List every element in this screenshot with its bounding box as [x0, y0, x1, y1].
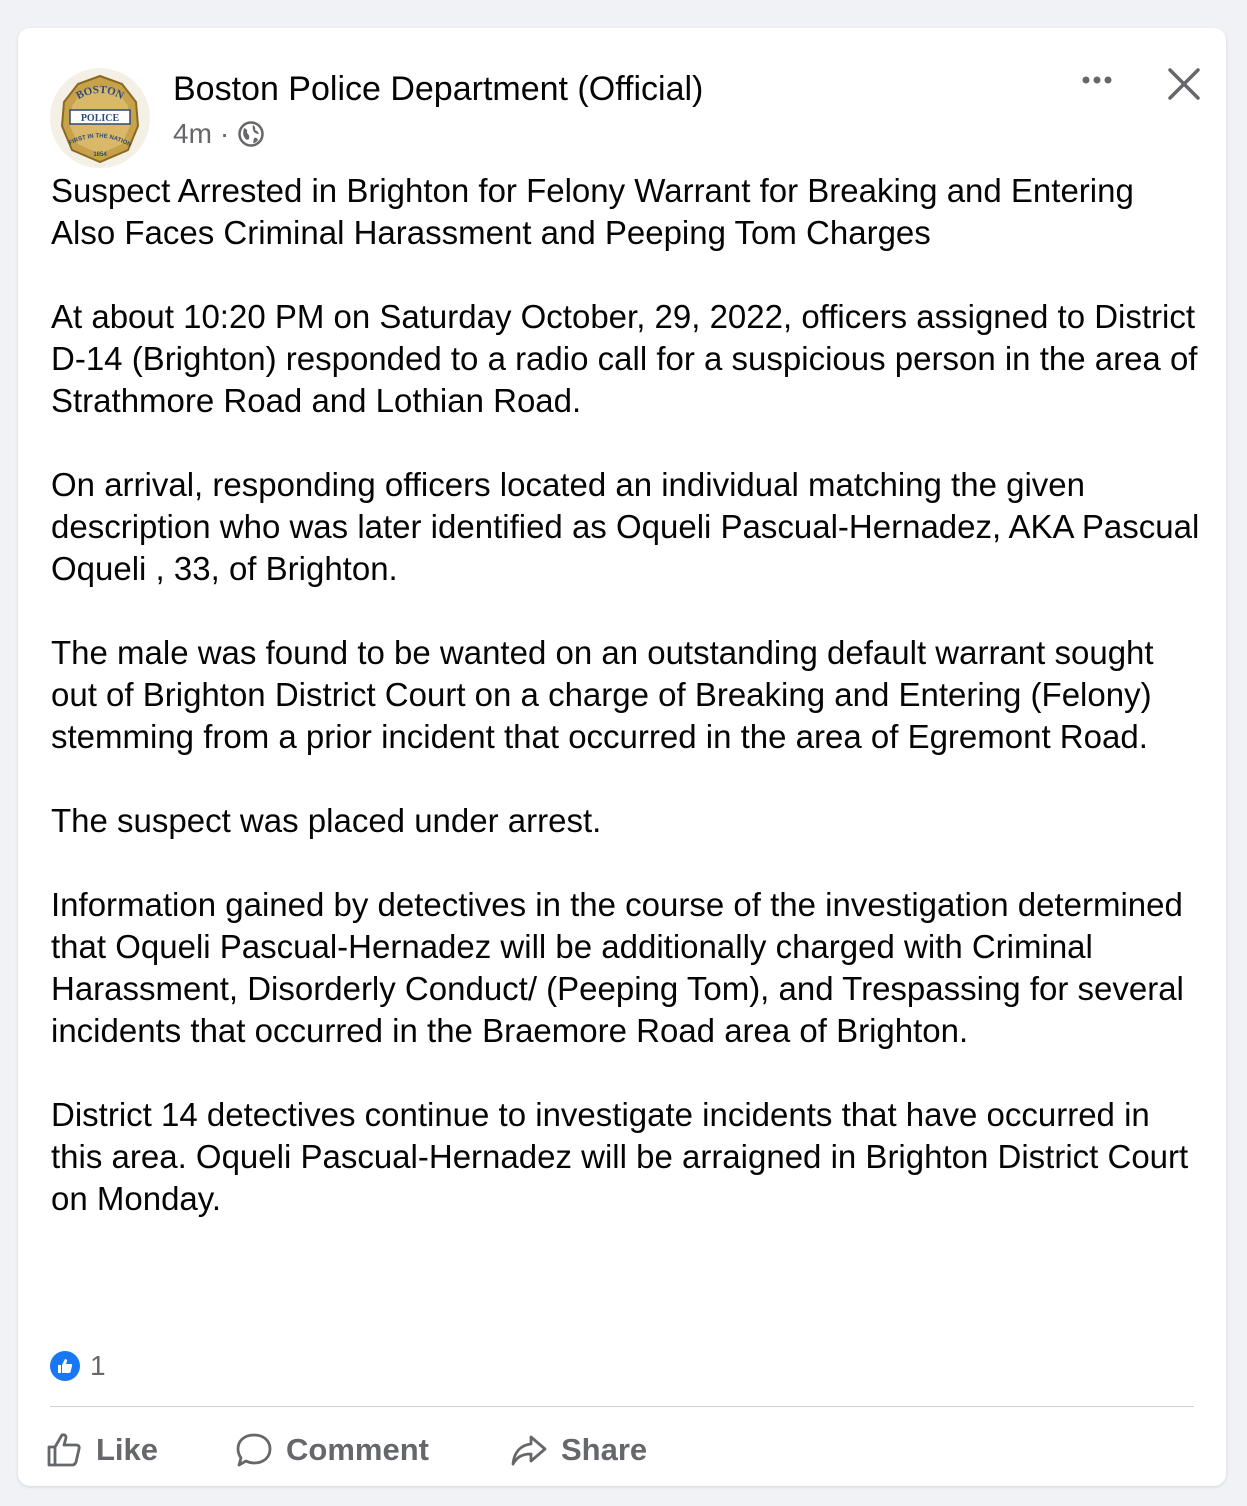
comment-button[interactable] [234, 1424, 429, 1476]
post-paragraph: The male was found to be wanted on an outstanding default warrant sought out of Brighton District Court on a charge of Breaking and Entering (Felony) stemming from a prior incident that occurred in the area of Egremont Road. [51, 634, 1154, 755]
like-button[interactable] [44, 1424, 158, 1476]
post-text [51, 170, 1201, 1262]
action-divider [50, 1406, 1194, 1407]
post-paragraph: At about 10:20 PM on Saturday October, 29, 2022, officers assigned to District D-14 (Brighton) responded to a radio call for a suspicious person in the area of Strathmore Road and Lothian Road. [51, 298, 1198, 419]
meta-separator: · [219, 118, 230, 149]
post-card [18, 28, 1226, 1486]
action-bar [44, 1424, 647, 1476]
reaction-summary[interactable] [50, 1350, 106, 1382]
comment-bubble-icon [234, 1430, 274, 1470]
comment-label: Comment [286, 1432, 429, 1467]
more-dots-icon [1072, 64, 1122, 104]
badge-motto-text: FIRST IN THE NATION [68, 133, 132, 149]
post-paragraph: On arrival, responding officers located an individual matching the given description who was later identified as Oqueli Pascual-Hernadez, AKA Pascual Oqueli , 33, of Brighton. [51, 466, 1200, 587]
more-options-button[interactable] [1072, 64, 1122, 104]
page-name[interactable]: Boston Police Department (Official) [173, 70, 704, 108]
post-paragraph: District 14 detectives continue to investigate incidents that have occurred in this area. Oqueli Pascual-Hernadez will be arraigned in Brighton District Court on Monday. [51, 1096, 1189, 1217]
close-button[interactable] [1164, 64, 1204, 104]
avatar[interactable] [50, 68, 150, 168]
globe-icon [237, 120, 265, 148]
close-icon [1164, 64, 1204, 104]
badge-top-text: BOSTON [74, 83, 126, 103]
share-label: Share [560, 1432, 648, 1467]
badge-year-text: 1854 [93, 152, 107, 158]
share-button[interactable] [509, 1424, 647, 1476]
post-paragraph: Information gained by detectives in the course of the investigation determined that Oqueli Pascual-Hernadez will be additionally charged with Criminal Harassment, Disorderly Conduct/ (Peeping Tom), and Trespassing for several incidents that occurred in the Braemore Road area of Brighton. [51, 886, 1184, 1049]
police-badge-logo [50, 68, 150, 168]
like-reaction-icon [50, 1351, 80, 1381]
post-paragraph: The suspect was placed under arrest. [51, 802, 602, 839]
reaction-count: 1 [90, 1350, 106, 1381]
post-meta [173, 118, 265, 150]
thumbs-up-icon [44, 1430, 84, 1470]
post-timestamp[interactable]: 4m [173, 118, 212, 149]
post-headline: Suspect Arrested in Brighton for Felony Warrant for Breaking and Entering Also Faces Criminal Harassment and Peeping Tom Charges [51, 172, 1134, 251]
like-label: Like [96, 1432, 159, 1467]
badge-band-text: POLICE [80, 113, 120, 124]
share-arrow-icon [509, 1430, 549, 1470]
